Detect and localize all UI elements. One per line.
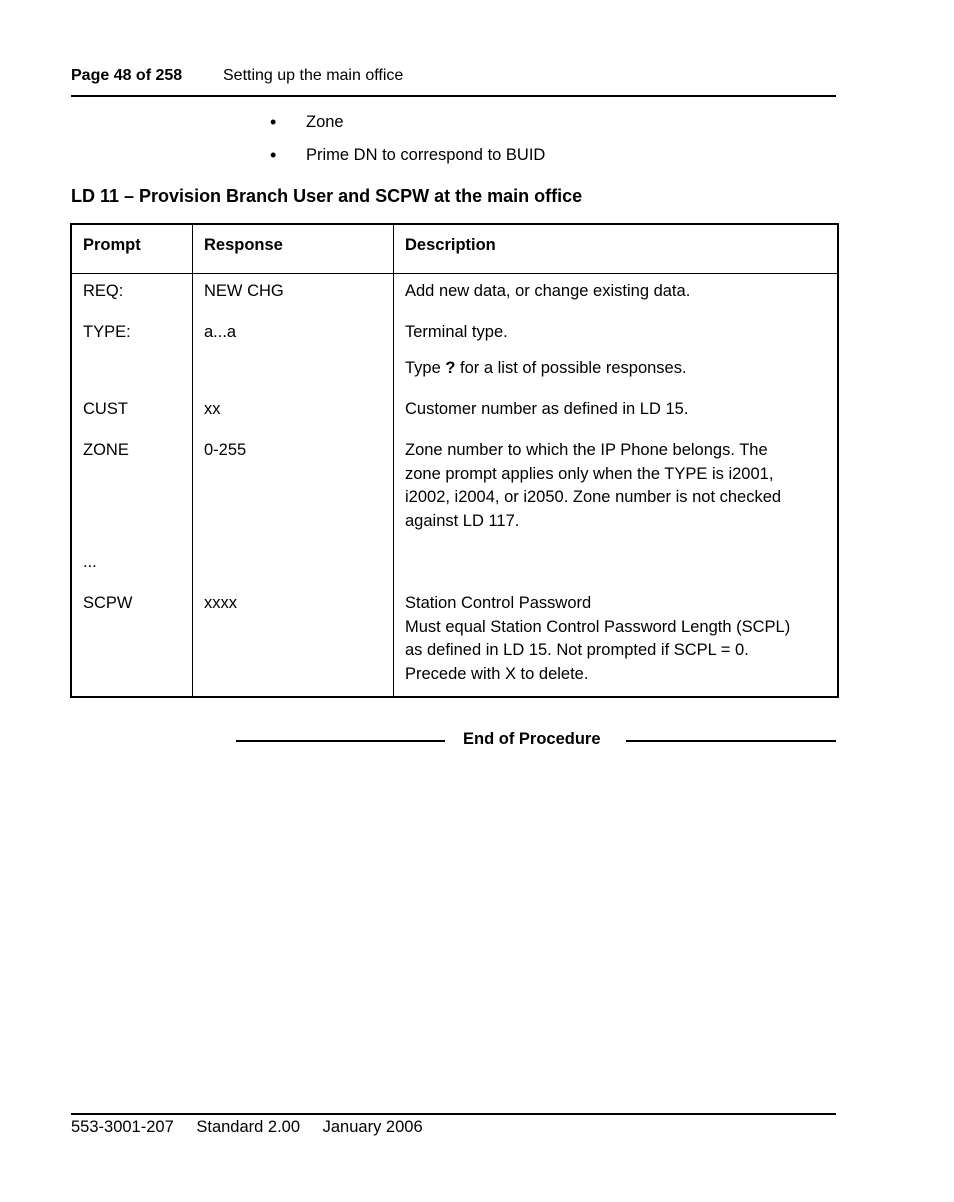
column-header-prompt: Prompt [83, 236, 141, 254]
table-cell-prompt: ZONE [83, 441, 129, 459]
end-of-procedure [0, 729, 954, 753]
description-line: as defined in LD 15. Not prompted if SCPL = 0. [405, 641, 749, 659]
table-cell-description: Terminal type. [405, 323, 508, 341]
standard-version: Standard 2.00 [196, 1118, 301, 1136]
table-cell-response: a...a [204, 323, 237, 341]
end-rule-left [236, 740, 445, 742]
table-title: LD 11 – Provision Branch User and SCPW at the main office [71, 186, 583, 206]
table-cell-prompt: CUST [83, 400, 128, 418]
table-cell-description [405, 592, 825, 686]
page-header [71, 65, 836, 87]
table-cell-description-extra [405, 357, 825, 381]
bullet-marker: • [270, 145, 277, 165]
description-line: Precede with X to delete. [405, 664, 589, 683]
column-header-response: Response [204, 236, 283, 254]
procedure-table [70, 223, 839, 698]
table-cell-response: NEW CHG [204, 282, 284, 300]
footer-rule [71, 1113, 836, 1115]
description-text: for a list of possible responses. [455, 359, 687, 377]
column-divider [393, 225, 394, 696]
table-cell-prompt: ... [83, 553, 97, 571]
description-emphasis: ? [445, 359, 456, 377]
bullet-text: Zone [306, 113, 344, 131]
table-cell-description: Add new data, or change existing data. [405, 282, 691, 300]
end-rule-right [626, 740, 836, 742]
end-of-procedure-label: End of Procedure [463, 730, 601, 748]
table-cell-response: xxxx [204, 594, 237, 612]
page-footer [71, 1118, 441, 1137]
table-cell-description [405, 439, 825, 533]
doc-number: 553-3001-207 [71, 1118, 174, 1136]
table-cell-description: Customer number as defined in LD 15. [405, 400, 689, 418]
description-line: zone prompt applies only when the TYPE is i2001, [405, 464, 774, 483]
description-line: Station Control Password [405, 594, 592, 612]
bullet-marker: • [270, 112, 277, 132]
page-number: Page 48 of 258 [71, 67, 183, 84]
table-cell-prompt: REQ: [83, 282, 124, 300]
description-text: Type [405, 359, 446, 377]
header-divider [72, 273, 837, 274]
publish-date: January 2006 [322, 1118, 423, 1136]
table-cell-prompt: TYPE: [83, 323, 131, 341]
description-line: i2002, i2004, or i2050. Zone number is not checked [405, 488, 782, 506]
description-line: against LD 117. [405, 511, 520, 530]
table-cell-response: 0-255 [204, 441, 247, 459]
column-header-description: Description [405, 236, 496, 254]
description-line: Zone number to which the IP Phone belongs. The [405, 441, 768, 459]
section-title: Setting up the main office [223, 67, 404, 84]
bullet-text: Prime DN to correspond to BUID [306, 146, 546, 164]
table-cell-response: xx [204, 400, 221, 418]
description-line: Must equal Station Control Password Length (SCPL) [405, 617, 791, 636]
column-divider [192, 225, 193, 696]
header-rule [71, 95, 836, 97]
table-cell-prompt: SCPW [83, 594, 133, 612]
